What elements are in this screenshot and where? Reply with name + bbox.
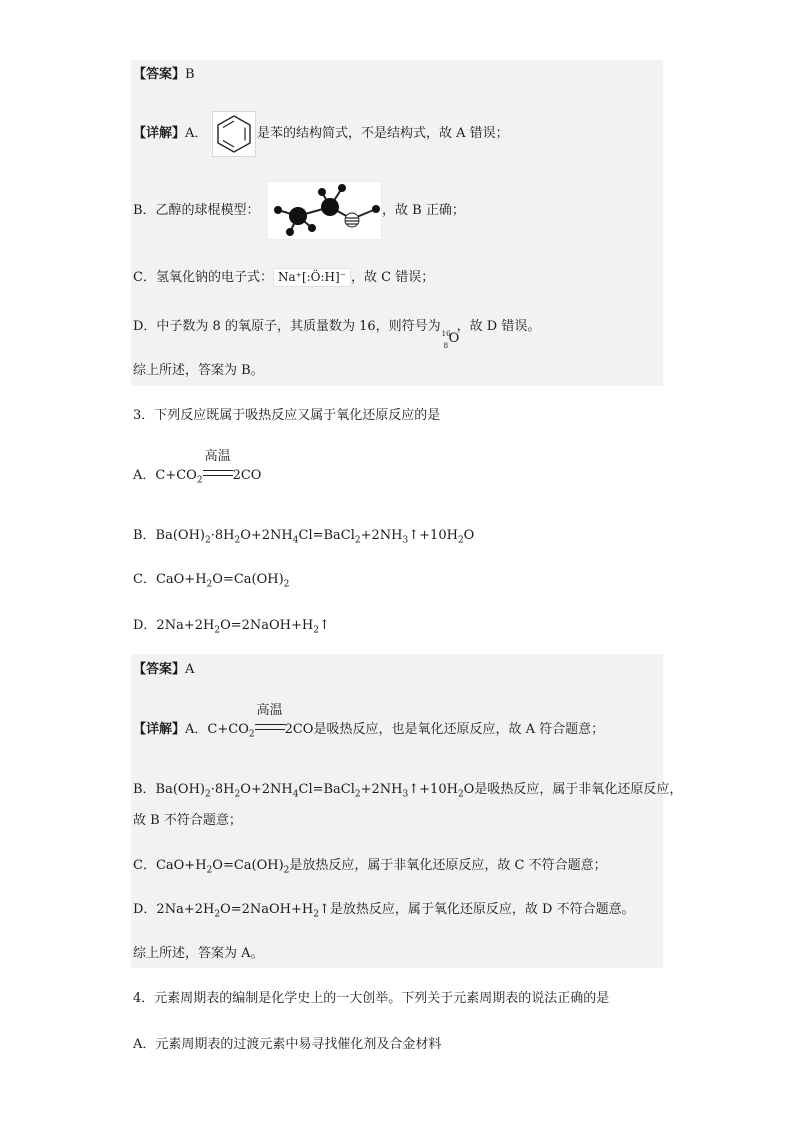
naoh-electron-formula: Na⁺[:Ö:H]⁻ xyxy=(273,268,351,287)
q3-option-a: A．$C+CO_2$ 高温 2CO xyxy=(133,449,262,486)
q2-detail-b-text: ，故 B 正确； xyxy=(382,203,465,218)
q4-option-a: A．元素周期表的过渡元素中易寻找催化剂及合金材料 xyxy=(133,1037,442,1052)
reaction-arrow: 高温 xyxy=(255,721,285,739)
q2-detail-a: 【详解】A． xyxy=(133,126,208,141)
detail-tag: 【详解】 xyxy=(133,126,186,141)
q3-option-c: C．$CaO+H_2O=Ca(OH)_2$ xyxy=(133,572,290,590)
reaction-arrow: 高温 xyxy=(203,467,233,485)
q2-answer-line xyxy=(133,66,195,84)
solution-block-q3 xyxy=(131,654,663,968)
q3-answer-line: 【答案】A xyxy=(133,662,195,677)
q2-detail-b: B．乙醇的球棍模型： xyxy=(133,203,260,218)
q2-detail-c: C．氢氧化钠的电子式： Na⁺[:Ö:H]⁻ ，故 C 错误； xyxy=(133,270,435,285)
q3-detail-a: 【详解】A．$C+CO_2$ 高温 2CO是吸热反应，也是氧化还原反应，故 A 符合题意； xyxy=(133,703,605,740)
q3-detail-b: B．$Ba(OH)_2\cdot 8H_2O+2NH_4Cl=BaCl_2+2NH_3↑+10H_2O$是吸热反应，属于非氧化还原反应， xyxy=(133,782,683,800)
answer-tag: 【答案】 xyxy=(133,67,186,82)
answer-value: B xyxy=(185,67,195,82)
ethanol-ball-stick-image xyxy=(267,181,382,240)
q3-option-d: D．$2Na+2H_2O=2NaOH+H_2↑$ xyxy=(133,618,330,636)
solution-block-q2 xyxy=(131,60,663,386)
q3-detail-b-cont: 故 B 不符合题意； xyxy=(133,813,242,828)
q2-detail-d: D．中子数为 8 的氧原子，其质量数为 16，则符号为 16 8 O ，故 D 错误。 xyxy=(133,319,541,350)
benzene-structure-image xyxy=(212,111,256,157)
q2-detail-a-text: 是苯的结构简式，不是结构式，故 A 错误； xyxy=(257,126,509,141)
q3-option-b: B．$Ba(OH)_2\cdot 8H_2O+2NH_4Cl=BaCl_2+2NH_3↑+10H_2O$ xyxy=(133,528,475,546)
q3-detail-d: D．$2Na+2H_2O=2NaOH+H_2↑$是放热反应，属于氧化还原反应，故 D 不符合题意。 xyxy=(133,902,635,920)
q3-stem: 3．下列反应既属于吸热反应又属于氧化还原反应的是 xyxy=(133,408,441,423)
q3-summary: 综上所述，答案为 A。 xyxy=(133,946,264,961)
q3-detail-c: C．$CaO+H_2O=Ca(OH)_2$是放热反应，属于非氧化还原反应，故 C 不符合题意； xyxy=(133,858,607,876)
q4-stem: 4．元素周期表的编制是化学史上的一大创举。下列关于元素周期表的说法正确的是 xyxy=(133,991,610,1006)
q2-summary: 综上所述，答案为 B。 xyxy=(133,363,264,378)
